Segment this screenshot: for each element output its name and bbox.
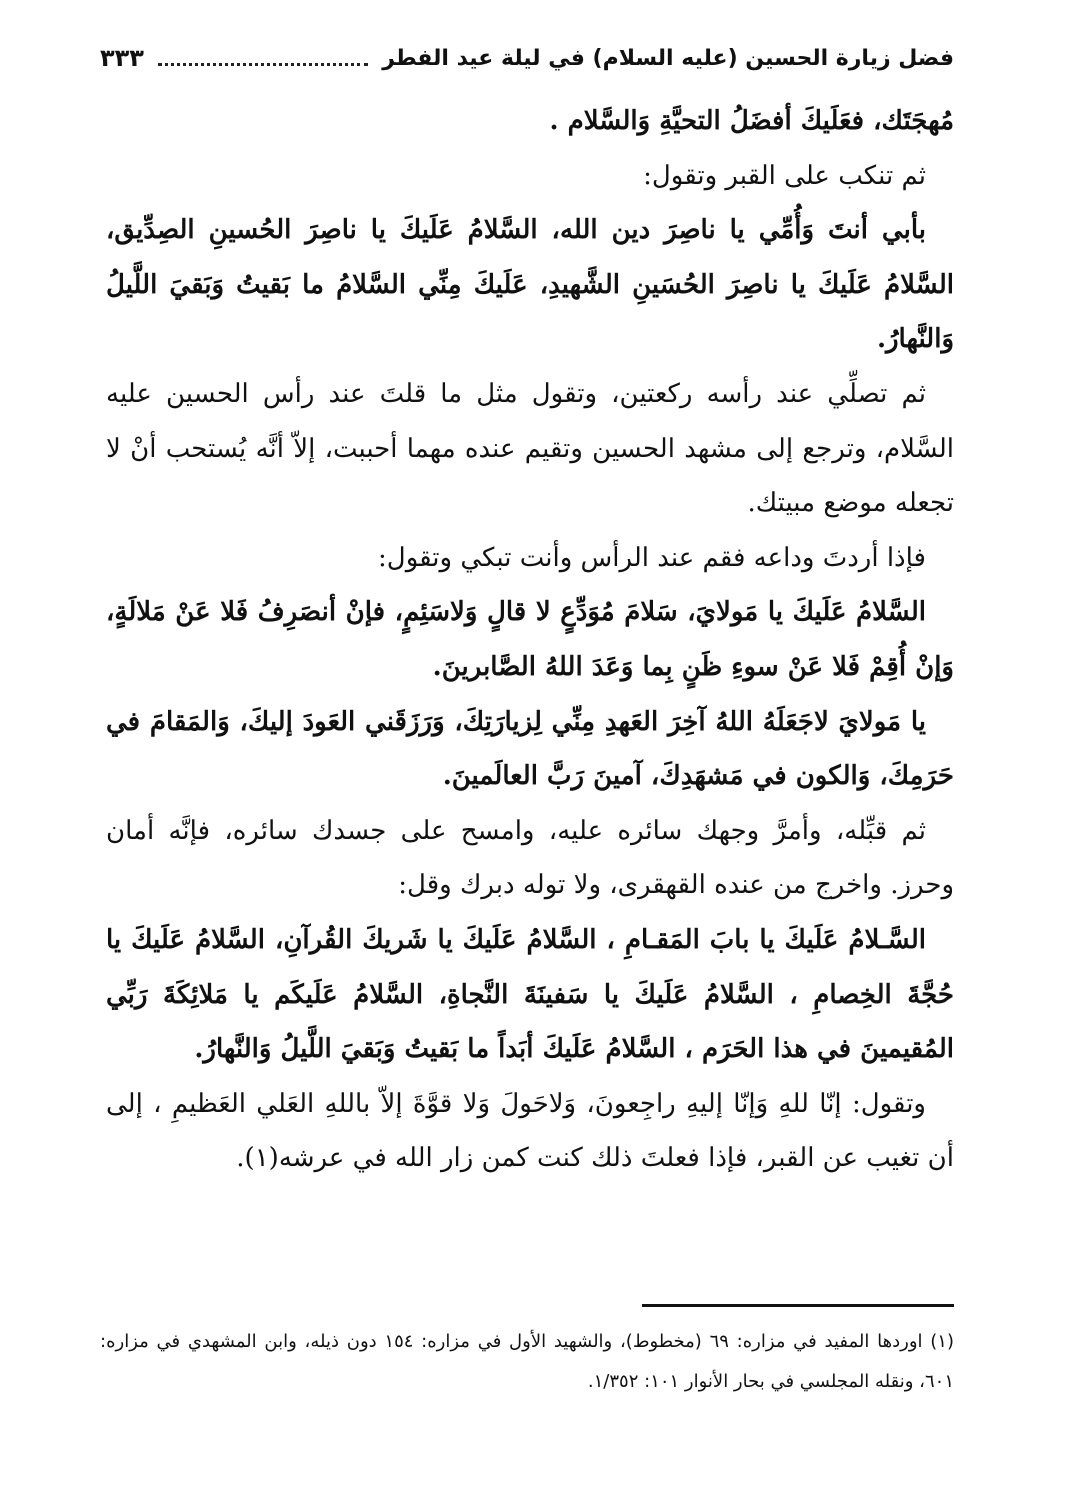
paragraph-3: بأبي أنتَ وَأُمِّي يا ناصِرَ دين الله، السَّلامُ عَلَيكَ يا ناصِرَ الحُسينِ الصِدِّيق، السَّلامُ عَلَيكَ يا ناصِرَ الحُسَينِ الشَّهيدِ، عَلَيكَ مِنِّي السَّلامُ ما بَقيتُ وَبَقيَ اللَّيلُ وَالنَّهارُ. <box>106 215 954 355</box>
header-leader-dots <box>158 63 368 66</box>
footnote-separator <box>642 1304 954 1307</box>
paragraph-9: السَّـلامُ عَلَيكَ يا بابَ المَقـامِ ، السَّلامُ عَلَيكَ يا شَريكَ القُرآنِ، السَّلامُ عَلَيكَ يا حُجَّةَ الخِصامِ ، السَّلامُ عَلَيكَ يا سَفينَةَ النَّجاةِ، السَّلامُ عَلَيكَم يا مَلائِكَةَ رَبِّي المُقيمينَ في هذا الحَرَم ، السَّلامُ عَلَيكَ أبَداً ما بَقيتُ وَبَقيَ اللَّيلُ وَالنَّهارُ. <box>106 924 954 1065</box>
running-header <box>100 36 954 80</box>
paragraph-4: ثم تصلِّي عند رأسه ركعتين، وتقول مثل ما قلتَ عند رأس الحسين عليه السَّلام، وترجع إلى مشهد الحسين وتقيم عنده مهما أحببت، إلاّ أنَّه يُستحب أنْ لا تجعله موضع مبيتك. <box>106 378 955 519</box>
footnote-1: (١) اوردها المفيد في مزاره: ٦٩ (مخطوط)، والشهيد الأول في مزاره: ١٥٤ دون ذيله، وابن المشهدي في مزاره: ٦٠١، ونقله المجلسي في بحار الأنوار ١٠١: ١/٣٥٢. <box>100 1331 954 1392</box>
paragraph-7: يا مَولايَ لاجَعَلَهُ اللهُ آخِرَ العَهدِ مِنِّي لِزيارَتِكَ، وَرَزَقَني العَودَ إليكَ، وَالمَقامَ في حَرَمِكَ، وَالكون في مَشهَدِكَ، آمينَ رَبَّ العالَمينَ. <box>106 706 954 792</box>
paragraph-5: فإذا أردتَ وداعه فقم عند الرأس وأنت تبكي وتقول: <box>378 542 926 573</box>
body-text <box>106 94 954 1186</box>
paragraph-2: ثم تنكب على القبر وتقول: <box>643 160 926 191</box>
footnotes <box>100 1322 954 1402</box>
paragraph-8: ثم قبِّله، وأمرَّ وجهك سائره عليه، وامسح على جسدك سائره، فإنَّه أمان وحرز. واخرج من عنده القهقرى، ولا توله دبرك وقل: <box>106 815 954 901</box>
page-number: ٣٣٣ <box>100 44 144 72</box>
paragraph-10: وتقول: إنّا للهِ وَإنّا إليهِ راجِعونَ، وَلاحَولَ وَلا قوَّةَ إلاّ باللهِ العَلي العَظيمِ ، إلى أن تغيب عن القبر، فإذا فعلتَ ذلك كنت كمن زار الله في عرشه(١). <box>106 1088 954 1174</box>
paragraph-1: مُهجَتَك، فعَلَيكَ أفضَلُ التحيَّةِ وَالسَّلام . <box>549 106 954 136</box>
header-title: فضل زيارة الحسين (عليه السلام) في ليلة عيد الفطر <box>382 45 954 71</box>
paragraph-6: السَّلامُ عَلَيكَ يا مَولايَ، سَلامَ مُوَدِّعٍ لا قالٍ وَلاسَئِمٍ، فإنْ أنصَرِفُ فَلا عَنْ مَلالَةٍ، وَإنْ أُقِمْ فَلا عَنْ سوءِ ظَنٍ بِما وَعَدَ اللهُ الصَّابرينَ. <box>106 597 954 682</box>
